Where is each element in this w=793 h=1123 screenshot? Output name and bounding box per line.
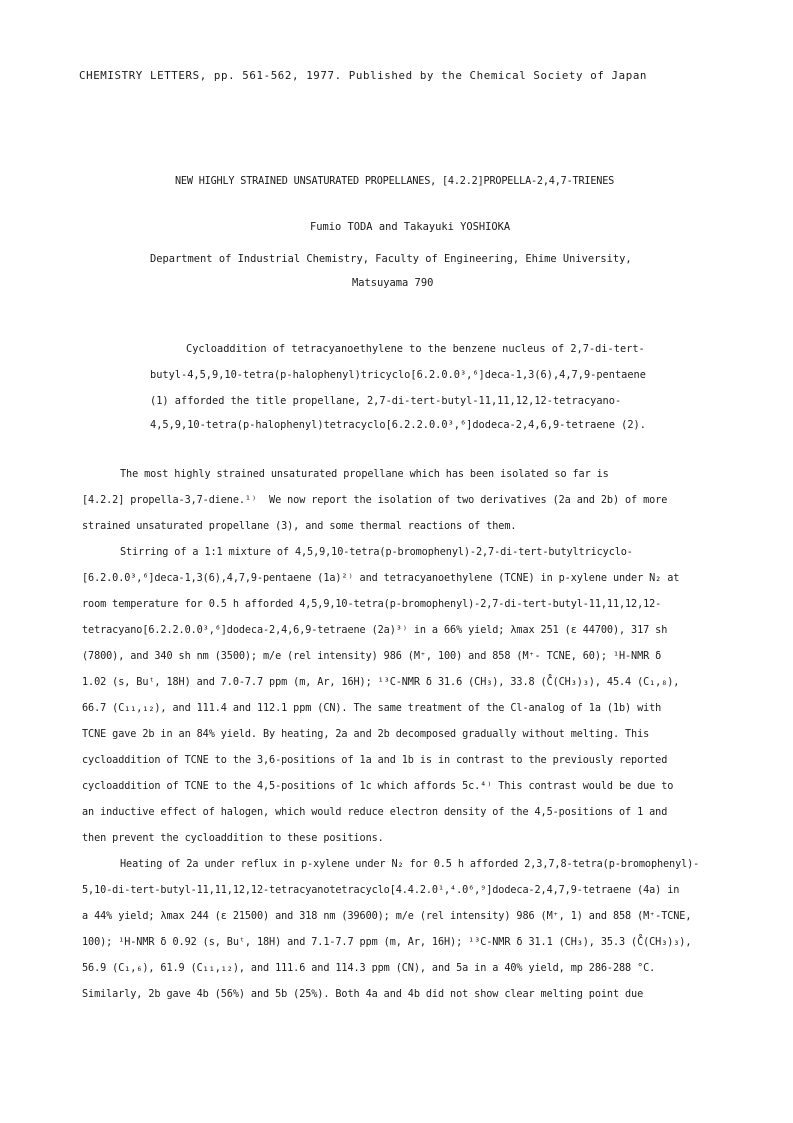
authors: Fumio TODA and Takayuki YOSHIOKA bbox=[310, 221, 511, 233]
body-line: [6.2.0.0³,⁶]deca-1,3(6),4,7,9-pentaene (1a)²⁾ and tetracyanoethylene (TCNE) in p-xylene under N₂ at bbox=[82, 573, 680, 584]
body-line: tetracyano[6.2.2.0.0³,⁶]dodeca-2,4,6,9-tetraene (2a)³⁾ in a 66% yield; λmax 251 (ε 44700), 317 sh bbox=[82, 625, 668, 636]
journal-header: CHEMISTRY LETTERS, pp. 561-562, 1977. Published by the Chemical Society of Japan bbox=[79, 69, 648, 82]
paper-title: NEW HIGHLY STRAINED UNSATURATED PROPELLANES, [4.2.2]PROPELLA-2,4,7-TRIENES bbox=[175, 176, 615, 187]
body-line: 66.7 (C₁₁,₁₂), and 111.4 and 112.1 ppm (CN). The same treatment of the Cl-analog of 1a (1b) with bbox=[82, 703, 662, 714]
body-line: cycloaddition of TCNE to the 3,6-positions of 1a and 1b is in contrast to the previously reported bbox=[82, 755, 668, 766]
abstract-line: (1) afforded the title propellane, 2,7-di-tert-butyl-11,11,12,12-tetracyano- bbox=[150, 395, 622, 407]
body-line: then prevent the cycloaddition to these positions. bbox=[82, 833, 384, 844]
body-line: 1.02 (s, Buᵗ, 18H) and 7.0-7.7 ppm (m, Ar, 16H); ¹³C-NMR δ 31.6 (CH₃), 33.8 (C̊(CH₃)₃), 45.4 (C₁,₈), bbox=[82, 677, 680, 688]
body-line: a 44% yield; λmax 244 (ε 21500) and 318 nm (39600); m/e (rel intensity) 986 (M⁺, 1) and 858 (M⁺-TCNE, bbox=[82, 911, 692, 922]
body-line: The most highly strained unsaturated propellane which has been isolated so far is bbox=[120, 469, 609, 480]
body-line: 56.9 (C₁,₆), 61.9 (C₁₁,₁₂), and 111.6 and 114.3 ppm (CN), and 5a in a 40% yield, mp 286-288 °C. bbox=[82, 963, 656, 974]
body-line: 5,10-di-tert-butyl-11,11,12,12-tetracyanotetracyclo[4.4.2.0¹,⁴.0⁶,⁹]dodeca-2,4,7,9-tetraene (4a) in bbox=[82, 885, 680, 896]
body-line: Similarly, 2b gave 4b (56%) and 5b (25%). Both 4a and 4b did not show clear melting point due bbox=[82, 989, 644, 1000]
abstract-line: 4,5,9,10-tetra(p-halophenyl)tetracyclo[6.2.2.0.0³,⁶]dodeca-2,4,6,9-tetraene (2). bbox=[150, 419, 646, 431]
body-line: cycloaddition of TCNE to the 4,5-positions of 1c which affords 5c.⁴⁾ This contrast would be due to bbox=[82, 781, 674, 792]
abstract-line: butyl-4,5,9,10-tetra(p-halophenyl)tricyclo[6.2.0.0³,⁶]deca-1,3(6),4,7,9-pentaene bbox=[150, 369, 646, 381]
body-line: Heating of 2a under reflux in p-xylene under N₂ for 0.5 h afforded 2,3,7,8-tetra(p-bromophenyl)- bbox=[120, 859, 700, 870]
body-line: an inductive effect of halogen, which would reduce electron density of the 4,5-positions of 1 and bbox=[82, 807, 668, 818]
body-line: 100); ¹H-NMR δ 0.92 (s, Buᵗ, 18H) and 7.1-7.7 ppm (m, Ar, 16H); ¹³C-NMR δ 31.1 (CH₃), 35.3 (C̊(CH₃)₃), bbox=[82, 937, 692, 948]
affiliation-city: Matsuyama 790 bbox=[352, 277, 434, 289]
body-line: TCNE gave 2b in an 84% yield. By heating, 2a and 2b decomposed gradually without melting. This bbox=[82, 729, 650, 740]
body-line: Stirring of a 1:1 mixture of 4,5,9,10-tetra(p-bromophenyl)-2,7-di-tert-butyltricyclo- bbox=[120, 547, 633, 558]
body-line: (7800), and 340 sh nm (3500); m/e (rel intensity) 986 (M⁺, 100) and 858 (M⁺- TCNE, 60); ¹H-NMR δ bbox=[82, 651, 662, 662]
abstract-line: Cycloaddition of tetracyanoethylene to the benzene nucleus of 2,7-di-tert- bbox=[186, 343, 645, 355]
affiliation: Department of Industrial Chemistry, Faculty of Engineering, Ehime University, bbox=[150, 253, 632, 265]
body-line: room temperature for 0.5 h afforded 4,5,9,10-tetra(p-bromophenyl)-2,7-di-tert-butyl-11,11,12,12- bbox=[82, 599, 662, 610]
body-line: strained unsaturated propellane (3), and some thermal reactions of them. bbox=[82, 521, 517, 532]
body-line: [4.2.2] propella-3,7-diene.¹⁾ We now report the isolation of two derivatives (2a and 2b) of more bbox=[82, 495, 668, 506]
